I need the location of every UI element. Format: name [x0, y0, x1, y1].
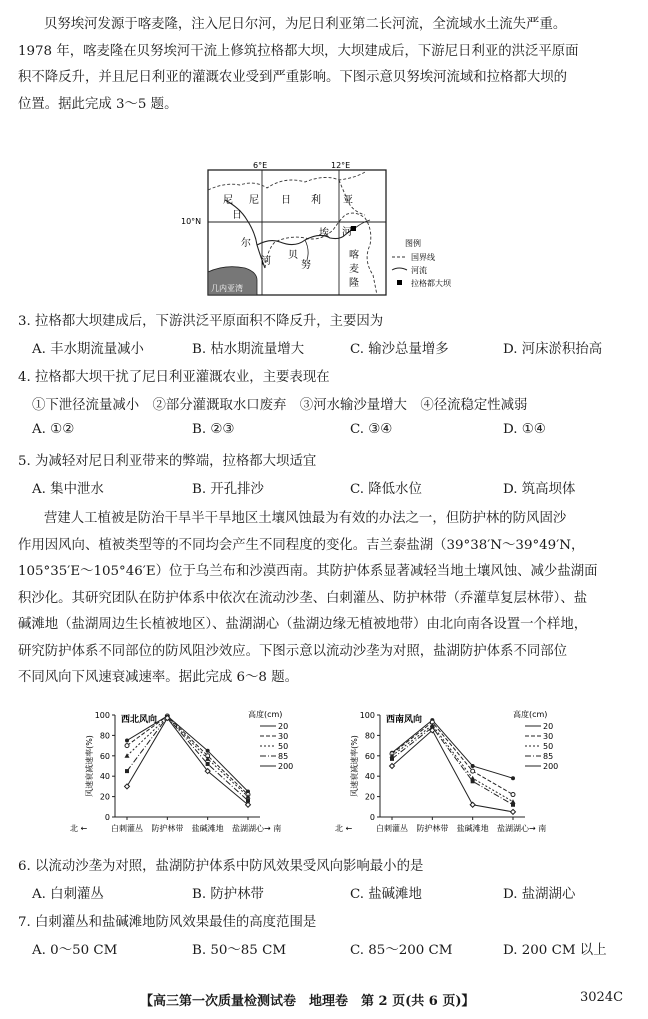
- y-tick-label: 60: [99, 751, 110, 761]
- y-tick-label: 60: [364, 751, 375, 761]
- series-line: [392, 720, 513, 778]
- y-tick-label: 20: [364, 792, 375, 802]
- passage-2-line: 积沙化。其研究团队在防护体系中依次在流动沙垄、白刺灌丛、防护林带（乔灌草复层林带）、盐: [18, 590, 588, 606]
- question-6-stem: 6. 以流动沙垄为对照，盐湖防护体系中防风效果受风向影响最小的是: [18, 859, 424, 874]
- passage-2-line: 作用因风向、植被类型等的不同均会产生不同程度的变化。吉兰泰盐湖（39°38′N～39°49′N，: [18, 537, 585, 553]
- passage-1-line: 1978 年，喀麦隆在贝努埃河干流上修筑拉格都大坝，大坝建成后，下游尼日利亚的洪泛平原面: [18, 43, 579, 59]
- border-line: [208, 172, 365, 190]
- x-tick-label: 防护林带: [416, 824, 449, 833]
- map-label: 河: [261, 256, 271, 267]
- data-point: [125, 753, 130, 758]
- legend-entry: 50: [278, 742, 289, 751]
- y-tick-label: 80: [364, 731, 375, 741]
- x-tick-label: 盐碱滩地: [456, 824, 489, 833]
- legend-entry: 30: [278, 732, 289, 741]
- legend-entry: 20: [278, 722, 289, 731]
- question-6-option-b[interactable]: B. 防护林带: [192, 887, 264, 902]
- data-point: [125, 769, 129, 773]
- data-point: [471, 769, 475, 773]
- legend-entry: 30: [543, 732, 554, 741]
- data-point: [511, 776, 515, 780]
- data-point: [125, 784, 130, 789]
- legend-dam: 拉格都大坝: [411, 279, 451, 288]
- question-5-option-a[interactable]: A. 集中泄水: [32, 482, 104, 497]
- map-label: 尔: [241, 238, 251, 249]
- chart-title: 西北风向: [121, 715, 158, 725]
- chart-title: 西南风向: [386, 715, 423, 725]
- data-point: [206, 749, 210, 753]
- question-7-stem: 7. 白刺灌丛和盐碱滩地防风效果最佳的高度范围是: [18, 915, 317, 930]
- x-tick-label: 防护林带: [151, 824, 184, 833]
- question-3-option-a[interactable]: A. 丰水期流量减小: [32, 342, 144, 357]
- x-tick-label: 白刺灌丛: [111, 824, 143, 833]
- legend-border: 国界线: [411, 253, 435, 262]
- gulf-label: 几内亚湾: [211, 284, 243, 293]
- x-tick-label: 盐湖湖心: [232, 824, 264, 833]
- lat-10n-label: 10°N: [181, 217, 202, 226]
- passage-1-line: 积不降反升，并且尼日利亚的灌溉农业受到严重影响。下图示意贝努埃河流域和拉格都大坝的: [18, 70, 568, 85]
- map-label: 尼: [249, 195, 259, 206]
- legend-title: 图例: [405, 239, 421, 248]
- question-5-option-c[interactable]: C. 降低水位: [350, 482, 422, 497]
- passage-2-line: 研究防护体系不同部位的防风阻沙效应。下图示意以流动沙垄为对照，盐湖防护体系不同部位: [18, 643, 568, 659]
- map-label: 河: [342, 227, 352, 238]
- passage-2-line: 碱滩地（盐湖周边生长植被地区）、盐湖湖心（盐湖边缘无植被地带）由北向南各设置一个样地，: [18, 617, 588, 632]
- question-6-option-a[interactable]: A. 白刺灌丛: [32, 887, 104, 902]
- x-tick-label: 盐湖湖心: [497, 824, 529, 833]
- lon-12e-label: 12°E: [331, 161, 351, 170]
- y-axis-label: 风速衰减速率(%): [350, 735, 359, 797]
- data-point: [470, 802, 475, 807]
- question-5-option-d[interactable]: D. 筑高坝体: [503, 482, 576, 497]
- series-line: [127, 718, 248, 805]
- passage-2-line: 不同风向下风速衰减速率。据此完成 6～8 题。: [18, 670, 298, 685]
- map-label: 尼: [223, 195, 233, 206]
- x-north-label: 北 ←: [70, 824, 88, 833]
- passage-1: [18, 12, 630, 118]
- map-label: 喀: [349, 250, 359, 261]
- x-south-label: → 南: [264, 824, 282, 833]
- data-point: [125, 739, 129, 743]
- legend-title: 高度(cm): [248, 710, 283, 719]
- y-tick-label: 0: [104, 813, 110, 822]
- lon-6e-label: 6°E: [253, 161, 268, 170]
- question-4-option-a[interactable]: A. ①②: [32, 422, 75, 437]
- border-line: [265, 213, 377, 295]
- question-4-option-b[interactable]: B. ②③: [192, 422, 235, 437]
- data-point: [125, 744, 129, 748]
- series-line: [392, 722, 513, 794]
- chart-northwest-wind: [70, 705, 310, 845]
- question-3-option-c[interactable]: C. 输沙总量增多: [350, 342, 449, 357]
- data-point: [511, 809, 516, 814]
- y-tick-label: 0: [369, 813, 375, 822]
- series-line: [392, 725, 513, 802]
- legend-title: 高度(cm): [513, 710, 548, 719]
- legend-entry: 85: [278, 752, 289, 761]
- x-tick-label: 盐碱滩地: [191, 824, 224, 833]
- river-tributary: [305, 240, 308, 260]
- passage-1-line: 位置。据此完成 3～5 题。: [18, 96, 178, 112]
- question-7-option-c[interactable]: C. 85～200 CM: [350, 943, 453, 958]
- map-label: 日: [281, 195, 291, 206]
- data-point: [511, 793, 515, 797]
- y-tick-label: 80: [99, 731, 110, 741]
- question-6-option-d[interactable]: D. 盐湖湖心: [503, 887, 576, 902]
- data-point: [390, 757, 394, 761]
- legend-river: 河流: [411, 266, 427, 275]
- data-point: [471, 764, 475, 768]
- y-axis-label: 风速衰减速率(%): [85, 735, 94, 797]
- legend-entry: 85: [543, 752, 554, 761]
- question-7-option-d[interactable]: D. 200 CM 以上: [503, 943, 607, 958]
- question-5-option-b[interactable]: B. 开孔排沙: [192, 482, 264, 497]
- legend-entry: 200: [278, 762, 294, 771]
- passage-2-line: 营建人工植被是防治干旱半干旱地区土壤风蚀最为有效的办法之一，但防护林的防风固沙: [44, 511, 567, 526]
- question-3-option-d[interactable]: D. 河床淤积抬高: [503, 342, 603, 357]
- map-label: 日: [232, 210, 242, 221]
- y-tick-label: 100: [359, 711, 375, 720]
- y-tick-label: 20: [99, 792, 110, 802]
- question-5-stem: 5. 为减轻对尼日利亚带来的弊端，拉格都大坝适宜: [18, 454, 317, 469]
- question-6-option-c[interactable]: C. 盐碱滩地: [350, 887, 422, 902]
- legend-entry: 200: [543, 762, 559, 771]
- question-7-option-b[interactable]: B. 50～85 CM: [192, 943, 287, 958]
- map-label: 贝: [288, 250, 298, 261]
- footer-code: 3024C: [580, 990, 624, 1005]
- benue-river-map: [181, 160, 470, 300]
- map-label: 隆: [349, 278, 359, 289]
- question-4-items: ①下泄径流量减小 ②部分灌溉取水口废弃 ③河水输沙量增大 ④径流稳定性减弱: [32, 398, 528, 413]
- data-point: [206, 762, 210, 766]
- x-south-label: → 南: [529, 824, 547, 833]
- question-3-option-b[interactable]: B. 枯水期流量增大: [192, 342, 305, 357]
- niger-river: [225, 200, 265, 268]
- legend-entry: 50: [543, 742, 554, 751]
- y-tick-label: 40: [99, 772, 110, 782]
- x-north-label: 北 ←: [335, 824, 353, 833]
- map-label: 利: [311, 195, 321, 206]
- passage-2-line: 105°35′E～105°46′E）位于乌兰布和沙漠西南。其防护体系显著减轻当地土壤风蚀、减少盐湖面: [18, 564, 598, 579]
- map-label: 努: [301, 260, 311, 271]
- data-point: [511, 803, 515, 807]
- y-tick-label: 100: [94, 711, 110, 720]
- series-line: [392, 727, 513, 805]
- question-7-option-a[interactable]: A. 0～50 CM: [32, 943, 118, 958]
- y-tick-label: 40: [364, 772, 375, 782]
- chart-southwest-wind: [335, 705, 575, 845]
- map-label: 亚: [343, 195, 353, 206]
- data-point: [471, 779, 475, 783]
- map-label: 麦: [349, 264, 359, 275]
- question-4-stem: 4. 拉格都大坝干扰了尼日利亚灌溉农业，主要表现在: [18, 370, 330, 385]
- x-tick-label: 白刺灌丛: [376, 824, 408, 833]
- passage-1-line: 贝努埃河发源于喀麦隆，注入尼日尔河，为尼日利亚第二长河流，全流域水土流失严重。: [44, 17, 567, 32]
- question-3-stem: 3. 拉格都大坝建成后，下游洪泛平原面积不降反升，主要因为: [18, 314, 384, 329]
- legend-entry: 20: [543, 722, 554, 731]
- map-label: 埃: [319, 228, 329, 239]
- footer-title: 【高三第一次质量检测试卷 地理卷 第 2 页(共 6 页)】: [140, 994, 475, 1009]
- question-4-option-d[interactable]: D. ①④: [503, 422, 546, 437]
- passage-2: [18, 506, 630, 692]
- question-4-option-c[interactable]: C. ③④: [350, 422, 393, 437]
